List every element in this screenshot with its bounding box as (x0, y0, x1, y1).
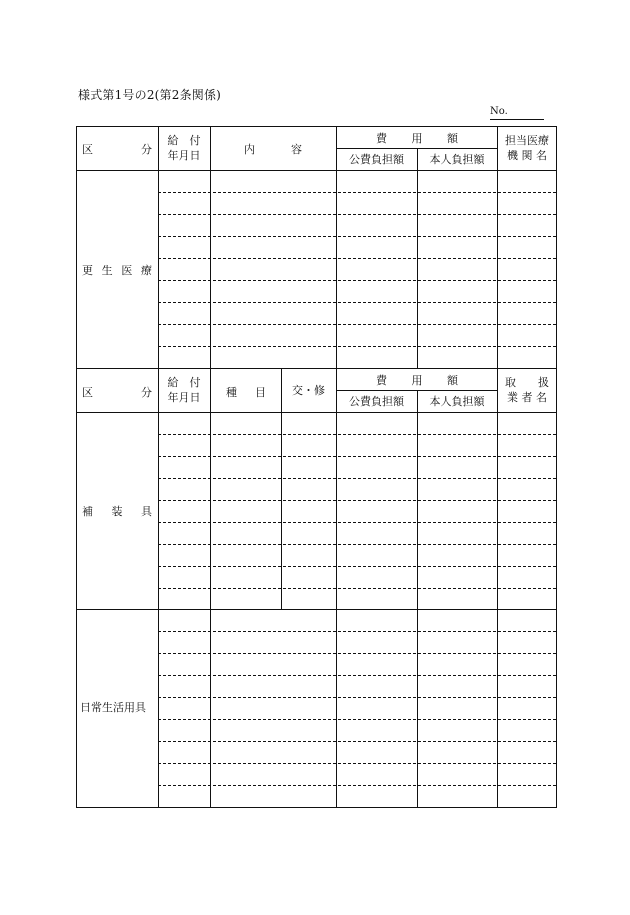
s1-header-self: 本人負担額 (429, 153, 485, 166)
s1-header-kubun: 区 分 (82, 142, 152, 156)
s2-row-label-prosthetics: 補 装 具 (82, 504, 152, 518)
s2-header-handler: 取 扱 業 者 名 (505, 376, 549, 404)
s1-header-public: 公費負担額 (349, 153, 404, 166)
s2-header-date: 給 付 年月日 (167, 376, 201, 404)
s2-header-self: 本人負担額 (429, 395, 485, 408)
s2-header-exchange: 交・修 (292, 383, 325, 397)
s2-row-label-daily-living: 日常生活用具 (80, 701, 146, 714)
s2-header-type: 種 目 (226, 385, 266, 399)
s1-row-label: 更 生 医 療 (82, 263, 152, 277)
s2-header-kubun: 区 分 (82, 385, 152, 399)
document-number-label: No. (490, 106, 508, 117)
s1-header-date: 給 付 年月日 (167, 134, 201, 162)
s1-header-hiyo: 費 用 額 (376, 131, 458, 145)
s2-header-public: 公費負担額 (349, 395, 404, 408)
s1-header-institution: 担当医療 機 関 名 (505, 134, 549, 162)
form-title: 様式第1号の2(第2条関係) (78, 88, 222, 102)
s2-header-hiyo: 費 用 額 (376, 373, 458, 387)
s1-header-naiyo: 内 容 (244, 142, 302, 156)
